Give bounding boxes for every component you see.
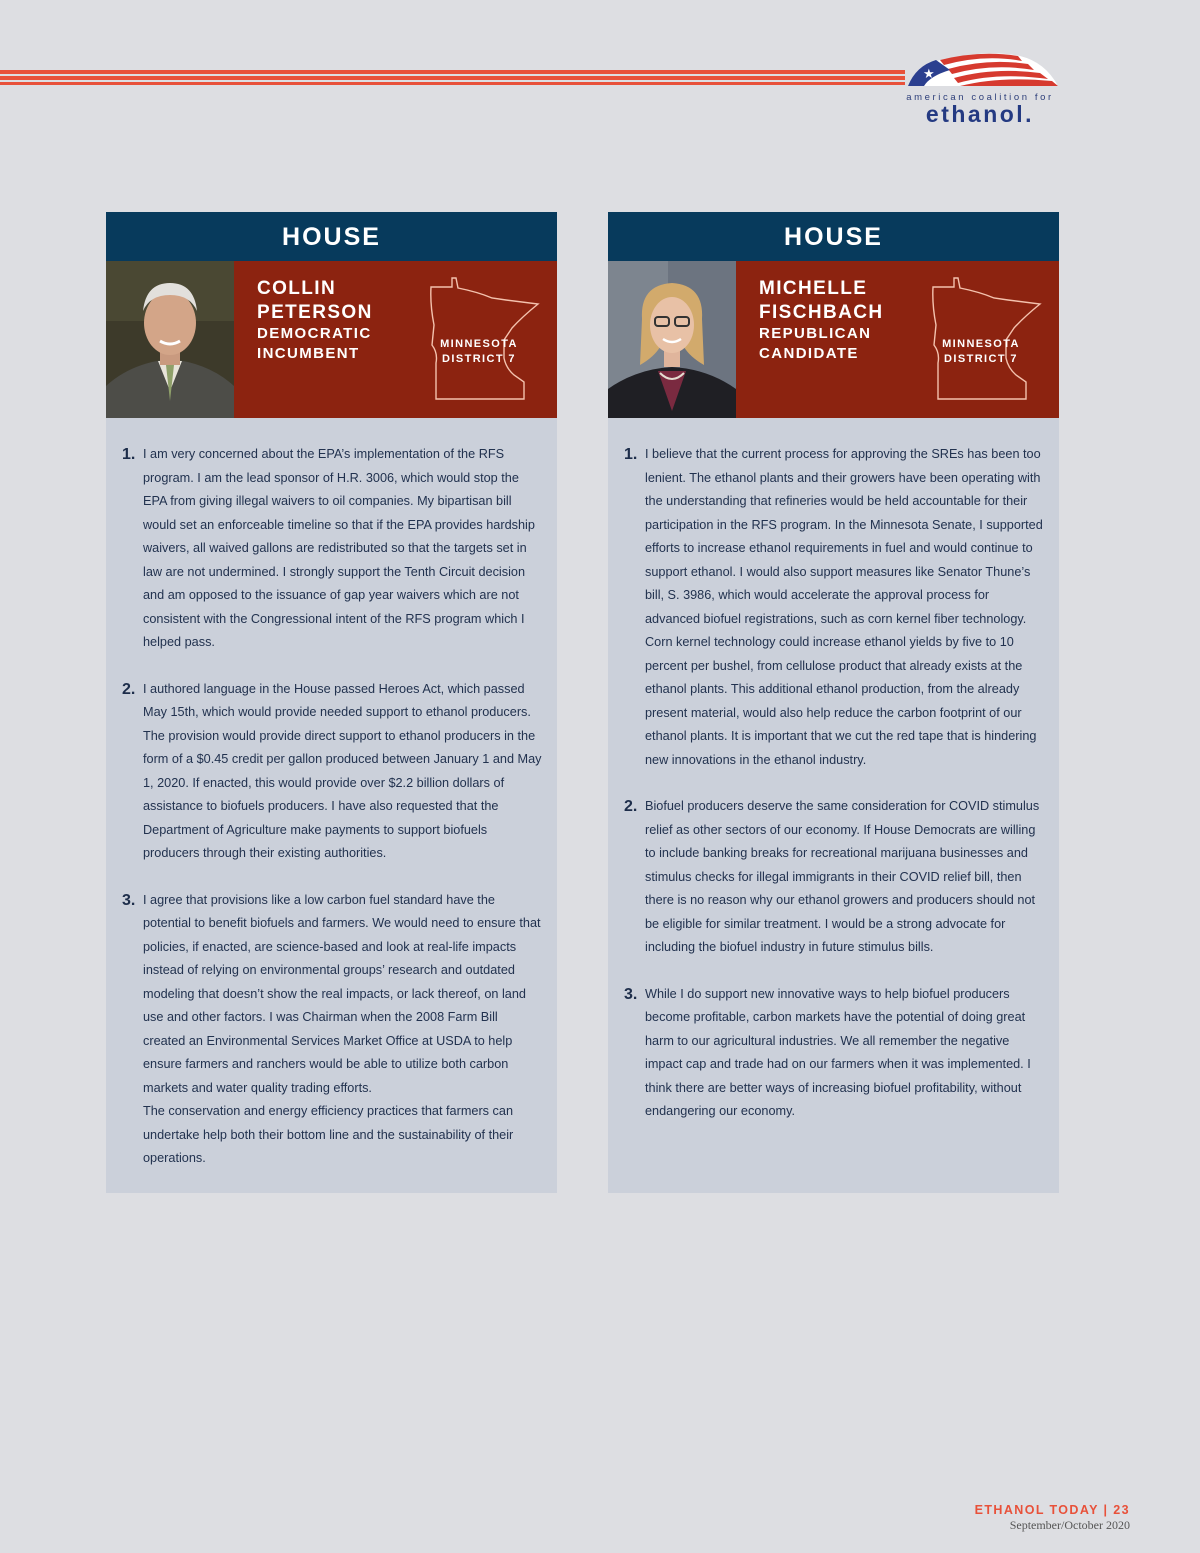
- answer-item: [608, 443, 1059, 772]
- answer-text: I agree that provisions like a low carbon fuel standard have the potential to benefit biofuels and farmers. We would need to ensure that policies, if enacted, are science-based and look at real-life impacts instead of relying on environmental groups’ research and outdated modeling that doesn’t show the real impacts, or lack thereof, on land use and other factors. I was Chairman when the 2008 Farm Bill created an Environmental Services Market Office at USDA to help ensure farmers and ranchers would be able to utilize both carbon markets and water quality trading efforts.: [143, 892, 541, 1095]
- candidate-card-peterson: [106, 212, 557, 1193]
- candidate-photo: [106, 261, 234, 418]
- logo-tagline: american coalition for: [906, 92, 1054, 103]
- answer-text: Biofuel producers deserve the same consideration for COVID stimulus relief as other sectors of our economy. If House Democrats are willing to include banking breaks for recreational marijuana businesses and stimulus checks for illegal immigrants in their COVID relief bill, then there is no reason why our ethanol growers and producers should not be eligible for similar treatment. I would be a strong advocate for including the biofuel industry in future stimulus bills.: [645, 799, 1040, 954]
- candidate-name: COLLIN PETERSON: [257, 278, 373, 323]
- answer-number: 2.: [624, 798, 638, 815]
- page-footer: [975, 1503, 1130, 1533]
- answer-number: 3.: [624, 985, 638, 1003]
- answers-list: [106, 443, 557, 1194]
- ace-logo: [895, 48, 1065, 128]
- card-heading: HOUSE: [106, 212, 557, 261]
- candidate-role: DEMOCRATIC INCUMBENT: [257, 325, 372, 362]
- header-stripes: [0, 70, 905, 86]
- answer-item: [106, 443, 557, 655]
- answer-text-continued: The conservation and energy efficiency practices that farmers can undertake help both their bottom line and the sustainability of their operations.: [143, 1104, 514, 1165]
- answer-text: I believe that the current process for approving the SREs has been too lenient. The ethanol plants and their growers have been operating with the understanding that refineries would be held accountable for their participation in the RFS program. In the Minnesota Senate, I supported efforts to increase ethanol requirements in fuel and would continue to support ethanol. I would also support measures like Senator Thune’s bill, S. 3986, which would accelerate the approval process for advanced biofuel registrations, such as corn kernel fiber technology. Corn kernel technology could increase ethanol yields by five to 10 percent per bushel, from cellulose product that already exists at the ethanol plants. This additional ethanol production, from the already present material, would also help reduce the carbon footprint of our ethanol plants. It is important that we cut the red tape that is hindering new innovations in the ethanol industry.: [645, 447, 1043, 767]
- answer-item: [608, 983, 1059, 1124]
- issue-date: September/October 2020: [1009, 1518, 1130, 1532]
- flag-icon: [900, 48, 1060, 90]
- answer-number: 2.: [122, 680, 136, 698]
- district-label: MINNESOTA DISTRICT 7: [440, 338, 518, 365]
- candidate-banner: [608, 261, 1059, 418]
- answer-text: I am very concerned about the EPA’s implementation of the RFS program. I am the lead sponsor of H.R. 3006, which would stop the EPA from giving illegal waivers to oil companies. My bipartisan bill would set an enforceable timeline so that if the EPA provides hardship waivers, all waived gallons are redistributed so that the targets set in law are not undermined. I strongly support the Tenth Circuit decision and am opposed to the issuance of gap year waivers which are not consistent with the Congressional intent of the RFS program which I helped pass.: [143, 447, 535, 649]
- candidate-role: REPUBLICAN CANDIDATE: [759, 325, 872, 362]
- svg-text:★: ★: [923, 67, 935, 82]
- answer-text: I authored language in the House passed Heroes Act, which passed May 15th, which would provide needed support to ethanol producers. The provision would provide direct support to ethanol producers in the form of a $0.45 credit per gallon produced between January 1 and May 1, 2020. If enacted, this would provide over $2.2 billion dollars of assistance to biofuels producers. I have also requested that the Department of Agriculture make payments to support biofuels producers through their existing authorities.: [143, 681, 542, 860]
- answer-number: 1.: [624, 446, 638, 463]
- candidate-card-fischbach: [608, 212, 1059, 1193]
- card-heading: HOUSE: [608, 212, 1059, 261]
- answer-number: 3.: [122, 891, 136, 909]
- district-label: MINNESOTA DISTRICT 7: [942, 338, 1020, 365]
- answer-item: [608, 795, 1059, 960]
- logo-wordmark: ethanol.: [925, 101, 1035, 127]
- publication-page-number: ETHANOL TODAY | 23: [974, 1503, 1130, 1517]
- answer-item: [106, 889, 557, 1171]
- answer-number: 1.: [122, 446, 136, 463]
- candidate-name: MICHELLE FISCHBACH: [759, 278, 884, 323]
- candidate-banner: [106, 261, 557, 418]
- answer-item: [106, 678, 557, 866]
- answers-list: [608, 443, 1059, 1147]
- candidate-photo: [608, 261, 736, 418]
- answer-text: While I do support new innovative ways to help biofuel producers become profitable, carbon markets have the potential of doing great harm to our agricultural industries. We all remember the negative impact cap and trade had on our farmers when it was implemented. I think there are better ways of increasing biofuel profitability, without endangering our economy.: [645, 986, 1031, 1118]
